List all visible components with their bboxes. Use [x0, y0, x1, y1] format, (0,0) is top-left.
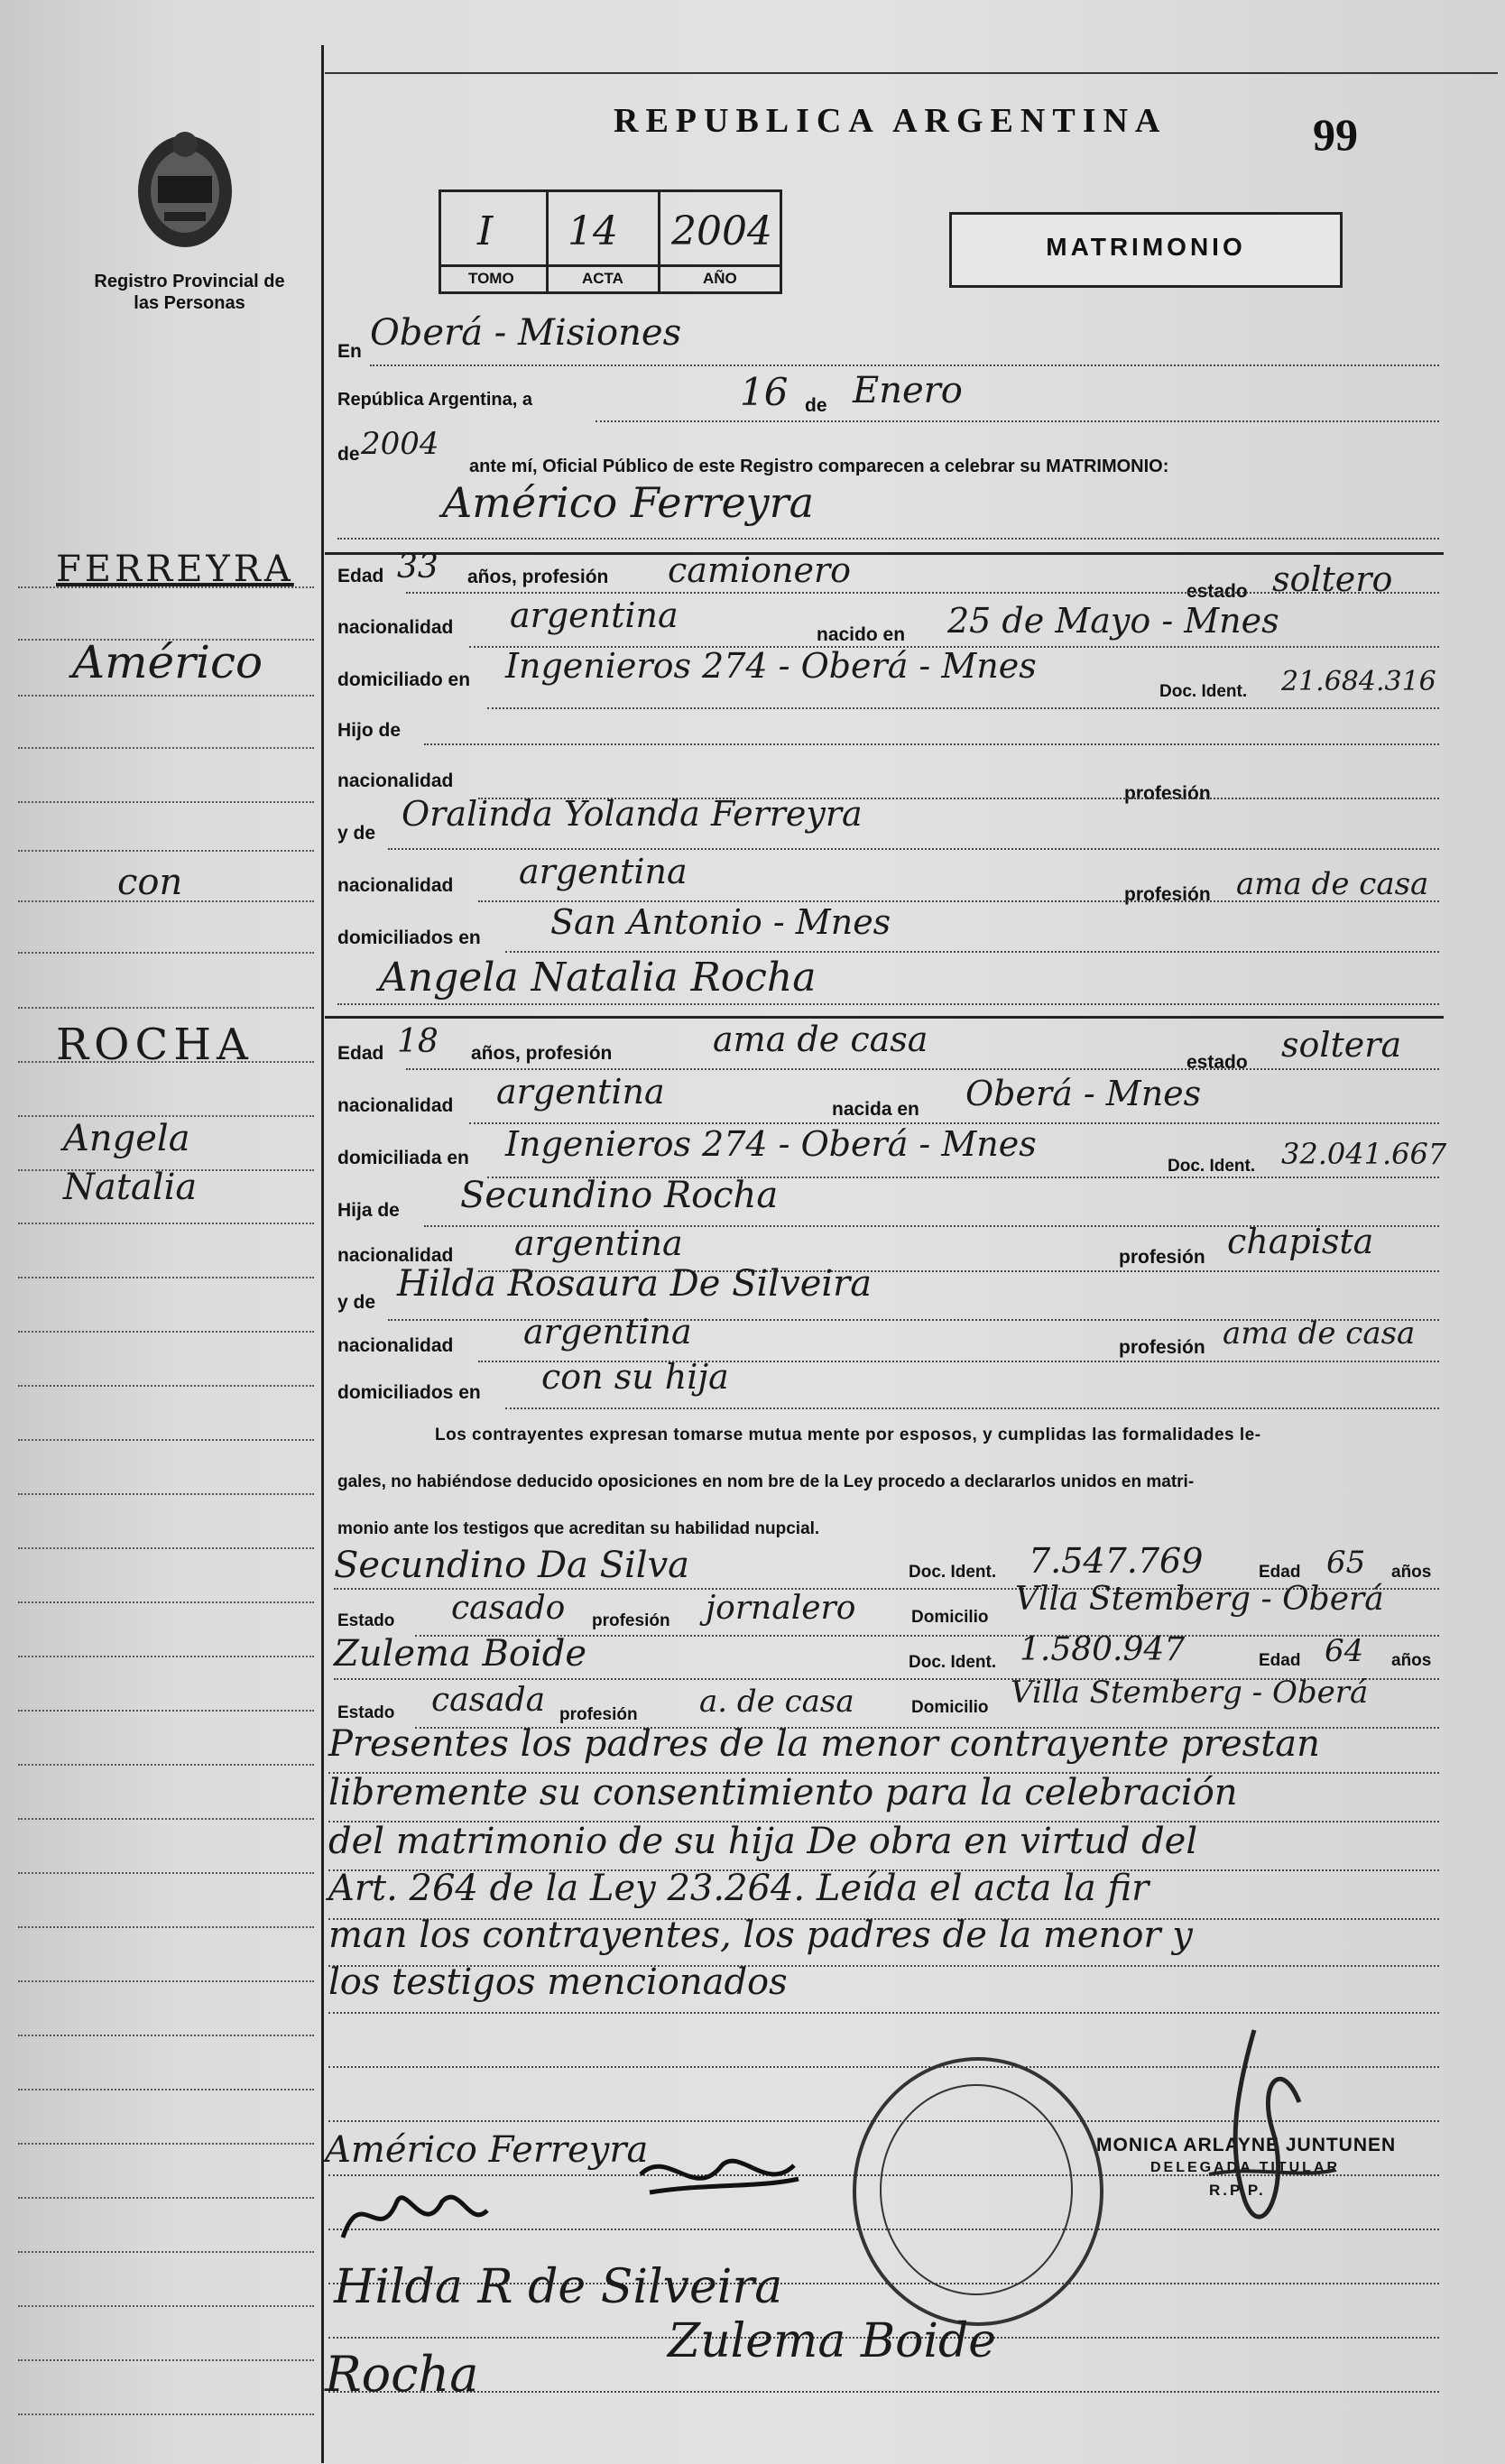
profesion-label: profesión [1119, 1247, 1205, 1268]
bride-doc: 32.041.667 [1281, 1137, 1447, 1171]
month: Enero [853, 370, 963, 411]
doc-ident-label: Doc. Ident. [1168, 1157, 1256, 1176]
y-de-label: y de [337, 1292, 376, 1313]
margin-rule [18, 1926, 314, 1928]
en-label: En [337, 341, 362, 362]
document-type: MATRIMONIO [1046, 233, 1246, 261]
place-line [370, 365, 1439, 366]
margin-rule [18, 2035, 314, 2036]
groom-madre-nacionalidad: argentina [519, 852, 688, 891]
estado-label: Estado [337, 1611, 395, 1630]
bride-nacionalidad: argentina [496, 1072, 665, 1112]
bride-domicilio: Ingenieros 274 - Oberá - Mnes [505, 1124, 1037, 1164]
bride-padres-domicilio: con su hija [541, 1357, 729, 1397]
domiciliada-en-label: domiciliada en [337, 1148, 469, 1168]
nacionalidad-label: nacionalidad [337, 1245, 454, 1266]
groom-padres-domicilio: San Antonio - Mnes [550, 902, 891, 942]
name-line [337, 1003, 1439, 1005]
hija-de-label: Hija de [337, 1200, 400, 1221]
nacionalidad-label: nacionalidad [337, 771, 454, 791]
witness-2-domicilio: Villa Stemberg - Oberá [1011, 1675, 1369, 1711]
margin-rule [18, 1656, 314, 1657]
registry-seal-icon [126, 126, 244, 253]
acta-label: ACTA [582, 270, 623, 287]
note-line-3: del matrimonio de su hija De obra en virtud del [328, 1821, 1198, 1862]
margin-rule [18, 1547, 314, 1549]
domicilio-label: Domicilio [911, 1608, 989, 1627]
y-de-label: y de [337, 823, 376, 844]
signature-rocha: Rocha [325, 2346, 479, 2403]
republica-label: República Argentina, a [337, 390, 532, 410]
place: Oberá - Misiones [370, 312, 682, 354]
edad-label: Edad [337, 1043, 384, 1064]
groom-domicilio: Ingenieros 274 - Oberá - Mnes [505, 646, 1037, 686]
doc-ident-label: Doc. Ident. [1159, 682, 1248, 701]
section-divider [325, 1016, 1444, 1019]
hijo-de-label: Hijo de [337, 720, 402, 741]
margin-rule [18, 2251, 314, 2253]
registry-name: Registro Provincial de las Personas [94, 272, 285, 313]
groom-profesion: camionero [668, 550, 852, 590]
groom-nacido-en: 25 de Mayo - Mnes [947, 601, 1279, 641]
margin-groom-surname: FERREYRA [56, 549, 294, 590]
note-line-5: man los contrayentes, los padres de la menor y [328, 1915, 1193, 1956]
edad-label: Edad [1259, 1563, 1301, 1582]
margin-bride-surname: ROCHA [56, 1020, 254, 1070]
note-line-6: los testigos mencionados [328, 1961, 788, 2003]
bride-padre-nacionalidad: argentina [514, 1223, 683, 1263]
ante-text: ante mí, Oficial Público de este Registro comparecen a celebrar su MATRIMONIO: [469, 457, 1169, 476]
anos-label: años [1391, 1563, 1432, 1582]
note-line-1: Presentes los padres de la menor contrayente prestan [328, 1723, 1320, 1765]
groom-madre: Oralinda Yolanda Ferreyra [402, 794, 863, 834]
groom-name: Américo Ferreyra [442, 478, 815, 527]
line [505, 1407, 1439, 1409]
witness-2-doc: 1.580.947 [1020, 1631, 1186, 1668]
declaration-line-1: Los contrayentes expresan tomarse mutua mente por esposos, y cumplidas las formalidades le- [435, 1426, 1261, 1444]
page-number: 99 [1313, 109, 1358, 160]
groom-doc: 21.684.316 [1281, 666, 1436, 697]
nacionalidad-label: nacionalidad [337, 1095, 454, 1116]
document-type-box [949, 212, 1343, 288]
bride-madre: Hilda Rosaura De Silveira [397, 1263, 873, 1305]
signature-secundino-icon [334, 2174, 496, 2256]
anos-profesion-label: años, profesión [467, 567, 609, 587]
nacionalidad-label: nacionalidad [337, 875, 454, 896]
signature-scribble-icon [632, 2138, 803, 2210]
year: 2004 [361, 426, 439, 462]
day: 16 [740, 370, 789, 414]
margin-rule [18, 850, 314, 852]
witness-1-name: Secundino Da Silva [334, 1545, 690, 1586]
margin-con: con [117, 862, 183, 903]
bride-nacida-en: Oberá - Mnes [965, 1074, 1202, 1113]
groom-edad: 33 [397, 549, 439, 586]
line [424, 743, 1439, 745]
profesion-label: profesión [1124, 884, 1211, 905]
nacido-en-label: nacido en [817, 624, 906, 645]
margin-rule [18, 1385, 314, 1387]
witness-1-estado: casado [451, 1590, 566, 1627]
nacionalidad-label: nacionalidad [337, 617, 454, 638]
stamp-title: DELEGADA TITULAR [1150, 2160, 1341, 2175]
line [406, 592, 1439, 594]
margin-groom-given: Américo [72, 636, 263, 688]
bride-madre-nacionalidad: argentina [523, 1312, 692, 1352]
bride-edad: 18 [397, 1023, 439, 1060]
margin-rule [18, 1223, 314, 1224]
edad-label: Edad [1259, 1651, 1301, 1670]
margin-rule [18, 2089, 314, 2090]
stamp-name: MONICA ARLAYNE JUNTUNEN [1096, 2135, 1397, 2155]
stamp-org: R.P.P. [1209, 2182, 1266, 2199]
signature-mother: Hilda R de Silveira [334, 2260, 783, 2314]
note-line-4: Art. 264 de la Ley 23.264. Leída el acta la fir [328, 1868, 1150, 1909]
margin-rule [18, 1710, 314, 1712]
bride-name: Angela Natalia Rocha [379, 955, 817, 1001]
margin-rule [18, 1872, 314, 1874]
estado-label: estado [1186, 1052, 1248, 1073]
domicilio-label: Domicilio [911, 1698, 989, 1717]
margin-rule [18, 2413, 314, 2415]
doc-ident-label: Doc. Ident. [909, 1653, 997, 1672]
groom-madre-profesion: ama de casa [1236, 866, 1429, 902]
witness-2-estado: casada [431, 1682, 546, 1719]
tomo-label: TOMO [468, 270, 514, 287]
margin-rule [18, 2197, 314, 2199]
margin-rule [18, 1980, 314, 1982]
estado-label: estado [1186, 581, 1248, 602]
margin-rule [18, 1331, 314, 1333]
groom-nacionalidad: argentina [510, 595, 679, 635]
margin-rule [18, 1439, 314, 1441]
profesion-label: profesión [592, 1611, 670, 1630]
acta-value: 14 [568, 208, 618, 254]
declaration-line-2: gales, no habiéndose deducido oposiciones en nom bre de la Ley procedo a declararlos unidos en matri- [337, 1472, 1195, 1491]
anos-profesion-label: años, profesión [471, 1043, 613, 1064]
note-line-2: libremente su consentimiento para la celebración [328, 1772, 1238, 1813]
margin-rule [18, 1818, 314, 1820]
signature-groom: Américo Ferreyra [325, 2129, 649, 2171]
margin-rule [18, 1277, 314, 1278]
margin-rule [18, 1764, 314, 1766]
declaration-line-3: monio ante los testigos que acreditan su habilidad nupcial. [337, 1519, 820, 1538]
top-rule [325, 72, 1498, 74]
margin-rule [18, 747, 314, 749]
date-line [596, 420, 1439, 422]
de-label: de [805, 395, 827, 416]
margin-rule [18, 2143, 314, 2145]
de-label-2: de [337, 444, 360, 465]
bride-estado: soltera [1281, 1025, 1402, 1065]
bride-padre: Secundino Rocha [460, 1175, 779, 1216]
doc-ident-label: Doc. Ident. [909, 1563, 997, 1582]
bride-padre-profesion: chapista [1227, 1222, 1374, 1261]
signature-zulema: Zulema Boide [668, 2314, 997, 2368]
margin-rule [18, 1007, 314, 1009]
ano-value: 2004 [671, 208, 772, 254]
line [487, 707, 1439, 709]
line [505, 951, 1439, 953]
margin-bride-given: Angela Natalia [63, 1118, 198, 1208]
margin-rule [18, 1601, 314, 1603]
margin-rule [18, 695, 314, 697]
bride-madre-profesion: ama de casa [1223, 1315, 1416, 1352]
margin-rule [18, 952, 314, 954]
witness-1-doc: 7.547.769 [1029, 1541, 1204, 1581]
line [328, 2012, 1439, 2014]
witness-1-edad: 65 [1326, 1545, 1366, 1581]
anos-label: años [1391, 1651, 1432, 1670]
margin-rule [18, 1493, 314, 1495]
estado-label: Estado [337, 1703, 395, 1722]
margin-rule [18, 2305, 314, 2307]
edad-label: Edad [337, 566, 384, 586]
nacionalidad-label: nacionalidad [337, 1335, 454, 1356]
nacida-en-label: nacida en [832, 1099, 919, 1120]
tomo-acta-ano-box [439, 189, 782, 294]
line [406, 1068, 1439, 1070]
witness-1-domicilio: Vlla Stemberg - Oberá [1015, 1581, 1384, 1618]
name-line [337, 538, 1439, 540]
tomo-value: I [477, 208, 494, 254]
official-signature-icon [1173, 2021, 1353, 2256]
profesion-label: profesión [1124, 783, 1211, 804]
domiciliados-en-label: domiciliados en [337, 927, 481, 948]
profesion-label: profesión [559, 1705, 638, 1724]
groom-estado: soltero [1272, 559, 1393, 599]
line [328, 2391, 1439, 2393]
country-title: REPUBLICA ARGENTINA [614, 102, 1168, 140]
bride-profesion: ama de casa [713, 1020, 928, 1059]
margin-rule [18, 801, 314, 803]
witness-2-edad: 64 [1325, 1633, 1364, 1669]
official-seal-icon [853, 2057, 1103, 2326]
margin-divider [321, 45, 324, 2463]
ano-label: AÑO [703, 270, 737, 287]
line [388, 848, 1439, 850]
profesion-label: profesión [1119, 1337, 1205, 1358]
domiciliados-en-label: domiciliados en [337, 1382, 481, 1403]
witness-1-profesion: jornalero [706, 1590, 856, 1627]
section-divider [325, 552, 1444, 555]
witness-2-name: Zulema Boide [334, 1633, 587, 1675]
witness-2-profesion: a. de casa [699, 1684, 854, 1720]
domiciliado-en-label: domiciliado en [337, 669, 471, 690]
margin-rule [18, 2359, 314, 2361]
